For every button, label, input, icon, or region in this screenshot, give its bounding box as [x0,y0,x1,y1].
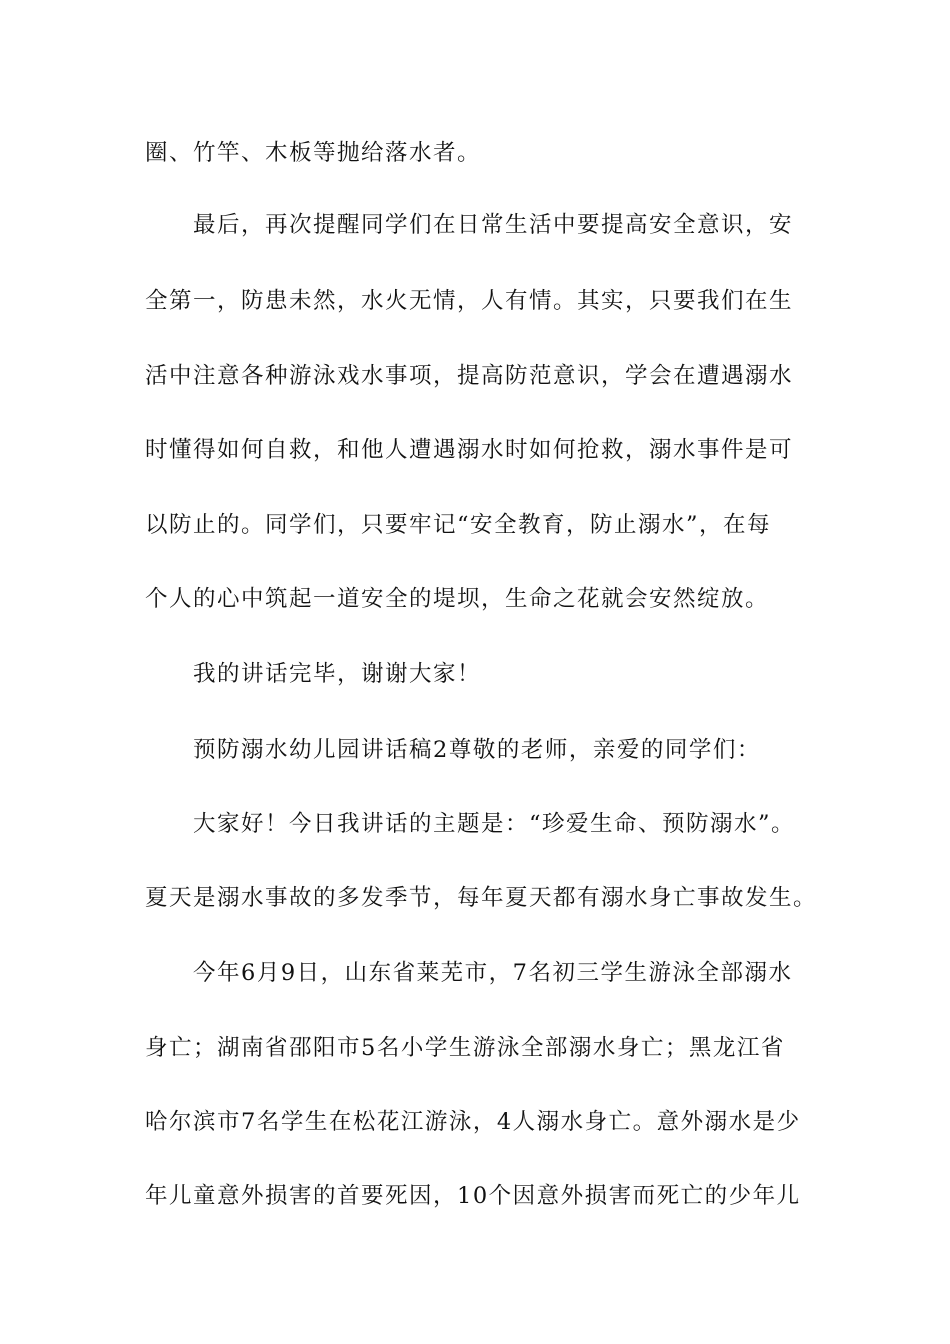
text-line: 全第一，防患未然，水火无情，人有情。其实，只要我们在生 [145,288,794,314]
text-line: 预防溺水幼儿园讲话稿2尊敬的老师，亲爱的同学们： [193,737,761,763]
text-line: 时懂得如何自救，和他人遭遇溺水时如何抢救，溺水事件是可 [145,437,794,463]
text-line: 哈尔滨市7名学生在松花江游泳，4人溺水身亡。意外溺水是少 [145,1109,801,1135]
text-line: 我的讲话完毕，谢谢大家！ [193,661,482,687]
text-line: 最后，再次提醒同学们在日常生活中要提高安全意识，安 [193,212,794,238]
text-line: 大家好！今日我讲话的主题是：“珍爱生命、预防溺水”。 [193,811,796,837]
text-line: 圈、竹竿、木板等抛给落水者。 [145,140,482,166]
text-line: 夏天是溺水事故的多发季节，每年夏天都有溺水身亡事故发生。 [145,885,818,911]
text-line: 活中注意各种游泳戏水事项，提高防范意识，学会在遭遇溺水 [145,363,794,389]
text-line: 身亡；湖南省邵阳市5名小学生游泳全部溺水身亡；黑龙江省 [145,1035,785,1061]
text-line: 今年6月9日，山东省莱芜市，7名初三学生游泳全部溺水 [193,960,793,986]
text-line: 个人的心中筑起一道安全的堤坝，生命之花就会安然绽放。 [145,586,770,612]
text-line: 以防止的。同学们，只要牢记“安全教育，防止溺水”，在每 [145,512,772,538]
text-line: 年儿童意外损害的首要死因，10个因意外损害而死亡的少年儿 [145,1183,801,1209]
